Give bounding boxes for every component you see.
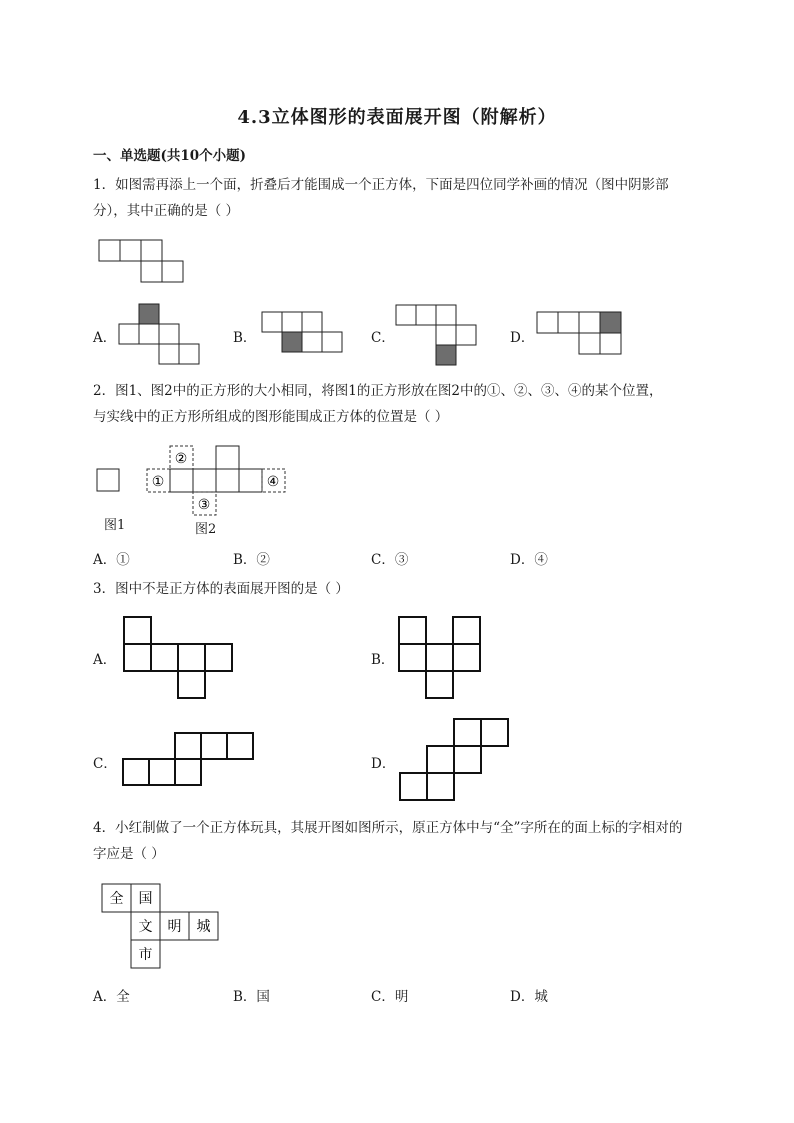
q4-option-c: C．明 [371, 989, 409, 1005]
net-cell [216, 446, 239, 469]
net-cell [427, 773, 454, 800]
mark-3: ③ [197, 497, 211, 513]
q1-option-d-label: D． [510, 330, 535, 346]
net-cell [149, 759, 175, 785]
shaded-cell [139, 304, 159, 324]
q2-option-b: B．② [233, 552, 270, 568]
q4-option-b: B．国 [233, 989, 270, 1005]
net-cell [239, 469, 262, 492]
net-cell [170, 469, 193, 492]
cell-char-cheng: 城 [196, 919, 211, 935]
q2-figure-2 [147, 446, 285, 515]
net-cell [159, 344, 179, 364]
net-cell [282, 312, 302, 332]
net-cell [436, 305, 456, 325]
net-cell [579, 333, 600, 354]
net-cell [175, 733, 201, 759]
net-cell [119, 324, 139, 344]
mark-1: ① [151, 474, 165, 490]
q2-option-d: D．④ [510, 552, 548, 568]
q3-option-d-net [400, 719, 508, 800]
question-4 [93, 815, 703, 867]
net-cell [175, 759, 201, 785]
cell-char-wen: 文 [138, 919, 153, 935]
net-cell [162, 261, 183, 282]
net-cell [151, 644, 178, 671]
net-cell [179, 344, 199, 364]
question-3 [93, 576, 703, 602]
q1-option-c-net [396, 305, 476, 365]
net-cell [322, 332, 342, 352]
net-cell [120, 240, 141, 261]
net-cell [141, 240, 162, 261]
q4-net [102, 884, 218, 968]
mark-4: ④ [266, 474, 280, 490]
question-4-line-1: 4．小红制做了一个正方体玩具，其展开图如图所示，原正方体中与“全”字所在的面上标的字相对的 [93, 820, 683, 836]
net-cell [159, 324, 179, 344]
net-cell [205, 644, 232, 671]
net-cell [139, 324, 159, 344]
net-cell [201, 733, 227, 759]
net-cell [396, 305, 416, 325]
q1-option-a-net [119, 304, 199, 364]
net-cell [99, 240, 120, 261]
net-cell [216, 469, 239, 492]
q1-option-a-label: A． [93, 330, 117, 346]
net-cell [453, 617, 480, 644]
q4-option-d: D．城 [510, 989, 548, 1005]
question-1-line-1: 1．如图需再添上一个面，折叠后才能围成一个正方体，下面是四位同学补画的情况（图中阴影部 [93, 177, 669, 193]
net-cell [302, 332, 322, 352]
net-cell [141, 261, 162, 282]
q3-option-a-net [124, 617, 232, 698]
net-cell [178, 644, 205, 671]
net-cell [426, 671, 453, 698]
shaded-cell [436, 345, 456, 365]
net-cell [400, 773, 427, 800]
net-cell [558, 312, 579, 333]
net-cell [227, 733, 253, 759]
net-cell [193, 469, 216, 492]
cell-char-quan: 全 [109, 891, 124, 907]
mark-2: ② [174, 451, 188, 467]
figure-1-label: 图1 [104, 518, 126, 533]
q1-option-d-net [537, 312, 621, 354]
q4-option-a: A．全 [93, 989, 130, 1005]
question-1-line-2: 分），其中正确的是（ ） [93, 203, 240, 219]
net-cell [454, 746, 481, 773]
net-cell [600, 333, 621, 354]
net-cell [178, 671, 205, 698]
net-cell [124, 644, 151, 671]
q3-option-c-label: C． [93, 756, 117, 772]
question-3-line-1: 3．图中不是正方体的表面展开图的是（ ） [93, 581, 349, 597]
question-2-line-1: 2．图1、图2中的正方形的大小相同，将图1的正方形放在图2中的①、②、③、④的某个位置， [93, 383, 663, 399]
net-cell [302, 312, 322, 332]
q1-base-net [99, 240, 183, 282]
page-title: 4.3立体图形的表面展开图（附解析） [237, 107, 557, 128]
q3-option-d-label: D． [371, 756, 396, 772]
net-cell [399, 617, 426, 644]
q3-option-b-net [399, 617, 480, 698]
net-cell [456, 325, 476, 345]
cell-char-ming: 明 [167, 919, 182, 935]
shaded-cell [600, 312, 621, 333]
net-cell [124, 617, 151, 644]
q1-option-b-label: B． [233, 330, 257, 346]
question-2-line-2: 与实线中的正方形所组成的图形能围成正方体的位置是（ ） [93, 409, 449, 425]
net-cell [481, 719, 508, 746]
net-cell [537, 312, 558, 333]
net-cell [123, 759, 149, 785]
net-cell [436, 325, 456, 345]
shaded-cell [282, 332, 302, 352]
net-cell [579, 312, 600, 333]
net-cell [453, 644, 480, 671]
question-4-line-2: 字应是（ ） [93, 846, 165, 862]
section-heading: 一、单选题(共10个小题) [93, 148, 247, 164]
net-cell [416, 305, 436, 325]
net-cell [262, 312, 282, 332]
q3-option-b-label: B． [371, 652, 395, 668]
q2-option-a: A．① [93, 552, 130, 568]
net-cell [399, 644, 426, 671]
net-cell [426, 644, 453, 671]
figure-2-label: 图2 [195, 522, 217, 537]
q3-option-a-label: A． [93, 652, 117, 668]
q3-option-c-net [123, 733, 253, 785]
q1-option-c-label: C． [371, 330, 395, 346]
net-cell [427, 746, 454, 773]
q2-figure-1 [97, 469, 119, 491]
cell-char-guo: 国 [138, 891, 153, 907]
q2-option-c: C．③ [371, 552, 409, 568]
net-cell [454, 719, 481, 746]
question-2 [93, 378, 703, 430]
cell-char-shi: 市 [138, 947, 153, 963]
single-square [97, 469, 119, 491]
q1-option-b-net [262, 312, 342, 352]
